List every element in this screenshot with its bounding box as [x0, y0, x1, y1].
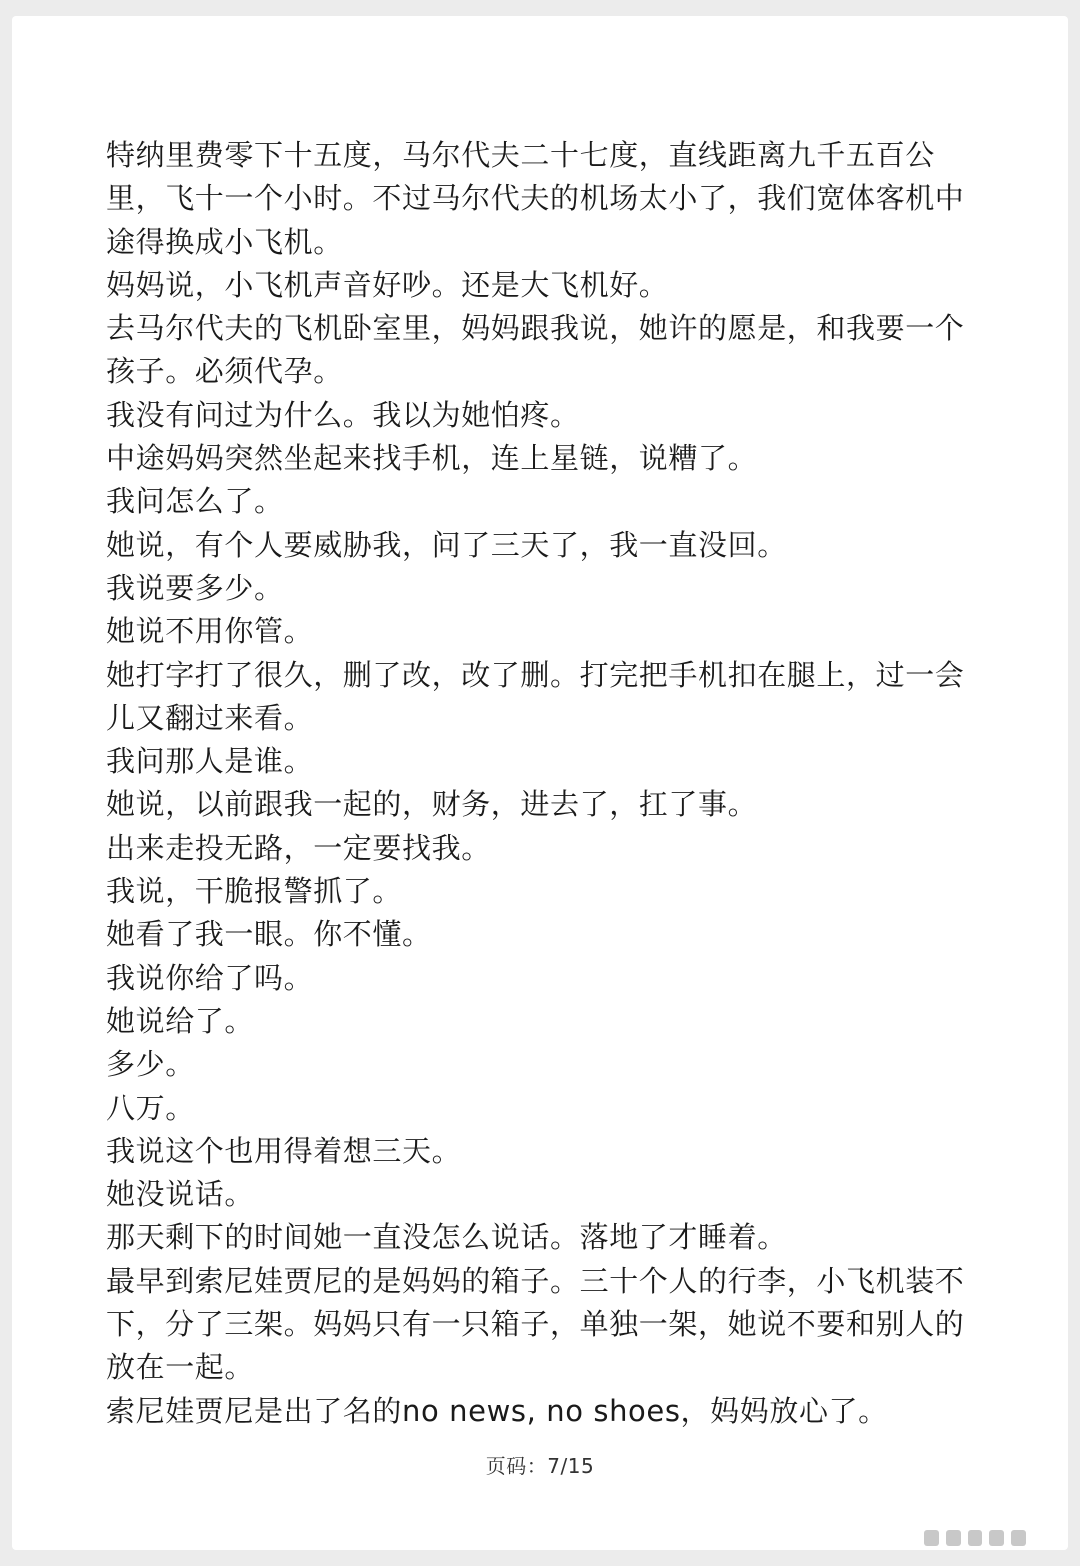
watermark-glyph: [968, 1530, 983, 1546]
watermark-glyph: [989, 1530, 1004, 1546]
paragraph: 多少。: [106, 1047, 195, 1082]
paragraph: 她说不用你管。: [106, 614, 314, 649]
paragraph: 我说你给了吗。: [106, 960, 314, 995]
page-indicator: 页码：7/15: [485, 1454, 595, 1478]
paragraph: 那天剩下的时间她一直没怎么说话。落地了才睡着。: [106, 1220, 787, 1255]
watermark-logo-icon: [924, 1528, 1026, 1548]
paragraph: 索尼娃贾尼是出了名的no news, no shoes，妈妈放心了。: [106, 1393, 888, 1428]
paragraph: 我说，干脆报警抓了。: [106, 874, 403, 909]
paragraph: 她说给了。: [106, 1003, 255, 1038]
document-body: [106, 134, 976, 1433]
paragraph: 她打字打了很久，删了改，改了删。打完把手机扣在腿上，过一会儿又翻过来看。: [106, 657, 965, 735]
document-page: [12, 16, 1068, 1550]
paragraph: 她没说话。: [106, 1177, 255, 1212]
paragraph: 我没有问过为什么。我以为她怕疼。: [106, 397, 580, 432]
paragraph: 我说要多少。: [106, 570, 284, 605]
paragraph: 中途妈妈突然坐起来找手机，连上星链，说糟了。: [106, 441, 758, 476]
paragraph: 最早到索尼娃贾尼的是妈妈的箱子。三十个人的行李，小飞机装不下，分了三架。妈妈只有一只箱子，单独一架，她说不要和别人的放在一起。: [106, 1263, 965, 1385]
paragraph: 八万。: [106, 1090, 195, 1125]
paragraph: 我说这个也用得着想三天。: [106, 1133, 462, 1168]
paragraph: 去马尔代夫的飞机卧室里，妈妈跟我说，她许的愿是，和我要一个孩子。必须代孕。: [106, 311, 965, 389]
paragraph: 出来走投无路，一定要找我。: [106, 830, 491, 865]
watermark-glyph: [924, 1530, 939, 1546]
paragraph: 她说，有个人要威胁我，问了三天了，我一直没回。: [106, 527, 787, 562]
paragraph: 特纳里费零下十五度，马尔代夫二十七度，直线距离九千五百公里，飞十一个小时。不过马尔代夫的机场太小了，我们宽体客机中途得换成小飞机。: [106, 138, 965, 259]
paragraph: 她看了我一眼。你不懂。: [106, 917, 432, 952]
watermark-glyph: [946, 1530, 961, 1546]
paragraph: 我问怎么了。: [106, 484, 284, 519]
paragraph: 她说，以前跟我一起的，财务，进去了，扛了事。: [106, 787, 758, 822]
paragraph: 妈妈说，小飞机声音好吵。还是大飞机好。: [106, 267, 669, 302]
paragraph: 我问那人是谁。: [106, 744, 314, 779]
watermark-glyph: [1011, 1530, 1026, 1546]
